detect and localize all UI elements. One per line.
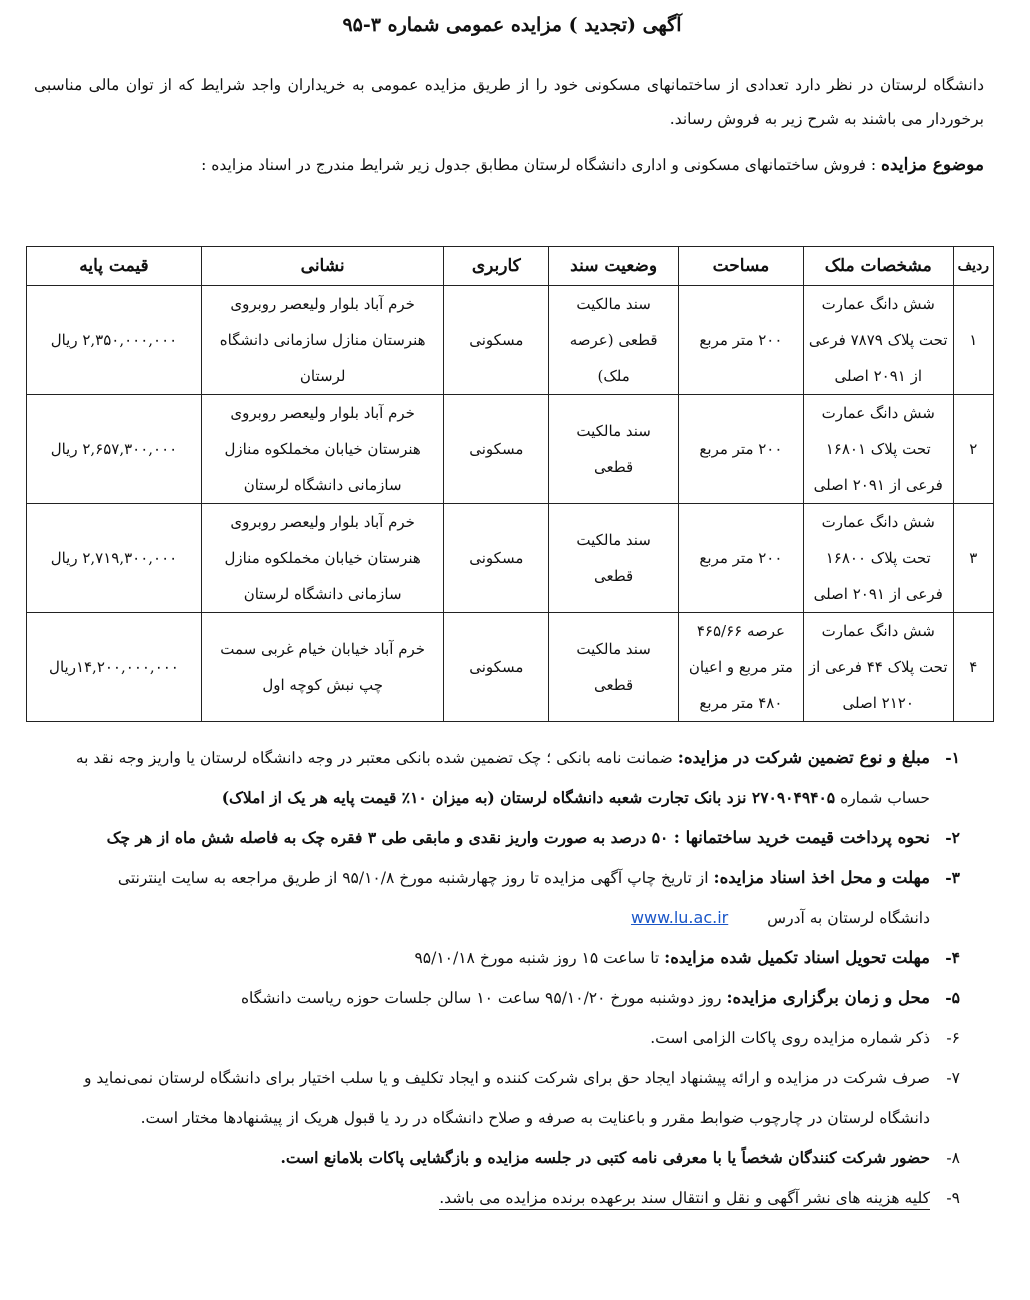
cell-address-line: چپ نبش کوچه اول <box>262 676 383 694</box>
note-number: ۵- <box>945 988 960 1007</box>
cell-address-line: سازمانی دانشگاه لرستان <box>243 476 402 494</box>
cell-area <box>679 395 804 504</box>
note-number: ۴- <box>945 948 960 967</box>
cell-property-spec-line: تحت پلاک ۴۴ فرعی از <box>808 658 948 676</box>
cell-deed-status-line: قطعی (عرصه <box>569 331 658 349</box>
note-heading: مهلت و محل اخذ اسناد مزایده: <box>713 868 930 887</box>
cell-usage: مسکونی <box>444 395 549 504</box>
cell-address <box>201 286 443 395</box>
cell-area <box>679 286 804 395</box>
cell-property-spec-line: تحت پلاک ۱۶۸۰۱ <box>825 440 931 458</box>
cell-area-line: ۲۰۰ متر مربع <box>699 549 783 567</box>
cell-property-spec <box>803 286 953 395</box>
website-link[interactable]: www.lu.ac.ir <box>630 908 729 927</box>
note-2 <box>70 818 960 858</box>
cell-deed-status-line: قطعی <box>594 676 634 694</box>
note-text: صرف شرکت در مزایده و ارائه پیشنهاد ایجاد حق برای شرکت کننده و ایجاد تکلیف و یا سلب اختیار برای دانشگاه لرستان نمی‌نماید و دانشگاه لرستان در چارچوب ضوابط مقرر و باعنایت به صرفه و صلاح دانشگاه در رد یا قبول هریک از پیشنهادها مختار است. <box>83 1069 930 1127</box>
header-area: مساحت <box>679 247 804 286</box>
note-heading: محل و زمان برگزاری مزایده: <box>726 988 930 1007</box>
note-number: ۹- <box>946 1189 960 1207</box>
cell-address-line: هنرستان منازل سازمانی دانشگاه <box>219 331 426 349</box>
intro-paragraph: دانشگاه لرستان در نظر دارد تعدادی از ساختمانهای مسکونی خود را از طریق مزایده عمومی به خریداران واجد شرایط که از توان مالی مناسبی برخوردار می باشند به شرح زیر به فروش رساند. <box>34 76 984 128</box>
note-number: ۸- <box>946 1149 960 1167</box>
note-3 <box>70 858 960 938</box>
cell-property-spec-line: فرعی از ۲۰۹۱ اصلی <box>813 585 943 603</box>
cell-usage: مسکونی <box>444 613 549 722</box>
cell-property-spec-line: شش دانگ عمارت <box>821 295 935 313</box>
cell-property-spec <box>803 613 953 722</box>
notice-title: آگهی (تجدید ) مزایده عمومی شماره ۳-۹۵ <box>342 14 682 36</box>
note-text: روز دوشنبه مورخ ۹۵/۱۰/۲۰ ساعت ۱۰ سالن جلسات حوزه ریاست دانشگاه <box>240 989 727 1007</box>
note-text: حضور شرکت کنندگان شخصاً یا با معرفی نامه کتبی در جلسه مزایده و بازگشایی پاکات بلامانع است. <box>280 1148 930 1167</box>
cell-deed-status-line: قطعی <box>594 458 634 476</box>
note-6 <box>70 1018 960 1058</box>
header-property-spec: مشخصات ملک <box>803 247 953 286</box>
cell-area-line: عرصه ۴۶۵/۶۶ <box>696 622 785 640</box>
header-row-number: ردیف <box>953 247 993 286</box>
table-row <box>27 613 994 722</box>
note-5 <box>70 978 960 1018</box>
note-number: ۲- <box>945 828 960 847</box>
cell-deed-status-line: سند مالکیت <box>576 531 651 549</box>
header-deed-status: وضعیت سند <box>549 247 679 286</box>
header-base-price: قیمت پایه <box>27 247 202 286</box>
cell-row-number: ۴ <box>953 613 993 722</box>
cell-row-number: ۳ <box>953 504 993 613</box>
cell-property-spec-line: تحت پلاک ۷۸۷۹ فرعی <box>808 331 948 349</box>
header-address: نشانی <box>201 247 443 286</box>
cell-address-line: خرم آباد خیابان خیام غربی سمت <box>220 640 426 658</box>
cell-property-spec <box>803 395 953 504</box>
cell-area <box>679 504 804 613</box>
cell-deed-status-line: قطعی <box>594 567 634 585</box>
subject-line <box>34 152 990 178</box>
cell-address <box>201 613 443 722</box>
cell-usage: مسکونی <box>444 504 549 613</box>
cell-base-price: ۲,۶۵۷,۳۰۰,۰۰۰ ریال <box>27 395 202 504</box>
table-row <box>27 395 994 504</box>
cell-deed-status <box>549 395 679 504</box>
cell-property-spec <box>803 504 953 613</box>
properties-table <box>26 246 994 722</box>
cell-area <box>679 613 804 722</box>
note-text: کلیه هزینه های نشر آگهی و نقل و انتقال سند برعهده برنده مزایده می باشد. <box>439 1189 930 1210</box>
note-number: ۶- <box>946 1029 960 1047</box>
cell-area-line: متر مربع و اعیان <box>688 658 793 676</box>
note-8 <box>70 1138 960 1178</box>
table-header-row <box>27 247 994 286</box>
cell-area-line: ۲۰۰ متر مربع <box>699 331 783 349</box>
cell-deed-status <box>549 613 679 722</box>
note-text: ذکر شماره مزایده روی پاکات الزامی است. <box>650 1029 930 1047</box>
cell-area-line: ۲۰۰ متر مربع <box>699 440 783 458</box>
cell-deed-status-line: سند مالکیت <box>576 422 651 440</box>
cell-deed-status-line: سند مالکیت <box>576 640 651 658</box>
note-heading: مهلت تحویل اسناد تکمیل شده مزایده: <box>664 948 930 967</box>
conditions-list <box>70 738 960 1218</box>
cell-property-spec-line: تحت پلاک ۱۶۸۰۰ <box>825 549 931 567</box>
cell-property-spec-line: شش دانگ عمارت <box>821 622 935 640</box>
cell-address <box>201 504 443 613</box>
note-4 <box>70 938 960 978</box>
table-row <box>27 286 994 395</box>
cell-address-line: خرم آباد بلوار ولیعصر روبروی <box>230 295 415 313</box>
note-text: ۵۰ درصد به صورت واریز نقدی و مابقی طی ۳ فقره چک به فاصله شش ماه از هر چک <box>106 828 674 847</box>
cell-base-price: ۲,۷۱۹,۳۰۰,۰۰۰ ریال <box>27 504 202 613</box>
note-9 <box>70 1178 960 1218</box>
table-row <box>27 504 994 613</box>
note-1 <box>70 738 960 818</box>
cell-deed-status <box>549 286 679 395</box>
account-details: ۲۷۰۹۰۴۹۴۰۵ نزد بانک تجارت شعبه دانشگاه لرستان (به میزان ۱۰٪ قیمت پایه هر یک از املاک) <box>221 788 836 807</box>
note-number: ۱- <box>945 748 960 767</box>
cell-deed-status-line: سند مالکیت <box>576 295 651 313</box>
cell-address-line: سازمانی دانشگاه لرستان <box>243 585 402 603</box>
cell-base-price: ۲,۳۵۰,۰۰۰,۰۰۰ ریال <box>27 286 202 395</box>
subject-text: : فروش ساختمانهای مسکونی و اداری دانشگاه لرستان مطابق جدول زیر شرایط مندرج در اسناد مزایده : <box>201 156 877 174</box>
header-usage: کاربری <box>444 247 549 286</box>
subject-label: موضوع مزایده <box>881 155 984 175</box>
cell-deed-status <box>549 504 679 613</box>
cell-property-spec-line: ۲۱۲۰ اصلی <box>842 694 914 712</box>
cell-address-line: هنرستان خیابان مخملکوه منازل <box>224 440 421 458</box>
note-number: ۳- <box>945 868 960 887</box>
note-number: ۷- <box>946 1069 960 1087</box>
cell-row-number: ۱ <box>953 286 993 395</box>
cell-address-line: هنرستان خیابان مخملکوه منازل <box>224 549 421 567</box>
cell-property-spec-line: فرعی از ۲۰۹۱ اصلی <box>813 476 943 494</box>
note-7 <box>70 1058 960 1138</box>
cell-address-line: لرستان <box>299 367 346 385</box>
cell-area-line: ۴۸۰ متر مربع <box>699 694 783 712</box>
cell-property-spec-line: شش دانگ عمارت <box>821 513 935 531</box>
cell-base-price: ۱۴,۲۰۰,۰۰۰,۰۰۰ریال <box>27 613 202 722</box>
cell-address <box>201 395 443 504</box>
note-text: ضمانت نامه بانکی ؛ چک تضمین شده بانکی معتبر در وجه دانشگاه لرستان یا واریز وجه نقد به حساب شماره <box>75 749 930 807</box>
cell-row-number: ۲ <box>953 395 993 504</box>
note-text: از تاریخ چاپ آگهی مزایده تا روز چهارشنبه مورخ ۹۵/۱۰/۸ از طریق مراجعه به سایت اینترنتی دانشگاه لرستان به آدرس <box>117 869 930 927</box>
note-text: تا ساعت ۱۵ روز شنبه مورخ ۹۵/۱۰/۱۸ <box>414 949 665 967</box>
cell-property-spec-line: از ۲۰۹۱ اصلی <box>834 367 922 385</box>
note-heading: مبلغ و نوع تضمین شرکت در مزایده: <box>677 748 930 767</box>
note-heading: نحوه پرداخت قیمت خرید ساختمانها : <box>673 828 930 847</box>
cell-property-spec-line: شش دانگ عمارت <box>821 404 935 422</box>
cell-deed-status-line: ملک) <box>597 367 630 385</box>
cell-address-line: خرم آباد بلوار ولیعصر روبروی <box>230 404 415 422</box>
cell-usage: مسکونی <box>444 286 549 395</box>
cell-address-line: خرم آباد بلوار ولیعصر روبروی <box>230 513 415 531</box>
